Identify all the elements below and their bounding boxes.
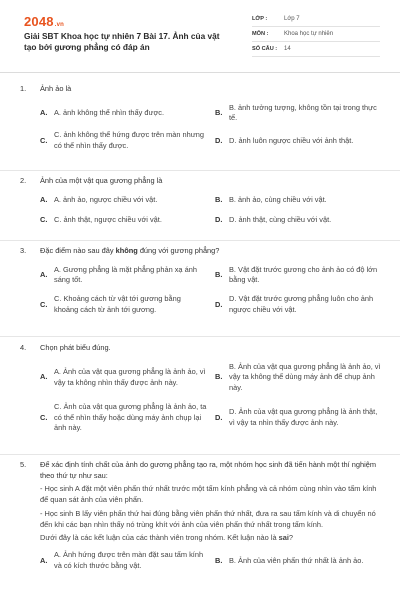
option-a[interactable] [40, 362, 207, 394]
option-text: A. Ảnh của vật qua gương phẳng là ảnh ảo, vì vậy ta không nhìn thấy được ảnh này. [54, 367, 206, 387]
option-a[interactable] [40, 103, 207, 124]
option-letter: A. [40, 555, 48, 565]
option-b[interactable] [215, 550, 382, 571]
question-number: 5. [20, 460, 27, 469]
question-text: Đặc điểm nào sau đây không đúng với gương phẳng? [40, 246, 220, 255]
emphasis-word: không [115, 246, 138, 255]
option-text: A. Gương phẳng là mặt phẳng phản xạ ánh sáng tốt. [54, 264, 197, 285]
option-text: B. ảnh ảo, cùng chiều với vật. [229, 194, 327, 204]
meta-value: Khoa học tự nhiên [284, 30, 334, 37]
question-stem [20, 460, 382, 481]
option-letter: A. [40, 194, 48, 204]
option-letter: D. [215, 215, 223, 225]
divider [0, 336, 400, 337]
meta-row-grade [252, 12, 380, 27]
option-letter: C. [40, 135, 48, 145]
options [40, 195, 382, 226]
option-d[interactable] [215, 215, 382, 226]
logo-suffix: .vn [54, 22, 65, 28]
option-letter: C. [40, 412, 48, 422]
option-b[interactable] [215, 103, 382, 124]
divider [0, 454, 400, 455]
option-b[interactable] [215, 265, 382, 286]
option-text: B. Vật đặt trước gương cho ảnh ảo có độ lớn bằng vật. [229, 264, 378, 285]
option-text: C. ảnh thật, ngược chiều với vật. [54, 215, 162, 225]
option-text: B. ảnh tưởng tượng, không tồn tại trong thực tế. [229, 102, 377, 123]
page-header [0, 0, 400, 73]
question-5 [20, 460, 382, 572]
options [40, 103, 382, 152]
option-text: C. Ảnh của vật qua gương phẳng là ảnh ảo, ta có thể nhìn thấy hoặc dùng máy ảnh chụp lại ảnh này. [54, 401, 207, 433]
option-text: D. ảnh luôn ngược chiều với ảnh thật. [229, 135, 354, 145]
emphasis-word: sai [278, 533, 289, 543]
question-paragraph: - Học sinh A đặt một viên phấn thứ nhất trước một tấm kính phẳng và cả nhóm cùng nhìn vào tấm kính để quan sát ảnh của viên phấn. [40, 484, 377, 505]
meta-key: MÔN : [252, 30, 269, 37]
option-letter: B. [215, 270, 223, 280]
question-text: Ảnh ảo là [40, 84, 72, 93]
option-letter: A. [40, 372, 48, 382]
option-c[interactable] [40, 402, 207, 434]
page-title: Giải SBT Khoa học tự nhiên 7 Bài 17. Ảnh của vật tạo bởi gương phẳng có đáp án [24, 31, 220, 53]
option-letter: D. [215, 135, 223, 145]
option-d[interactable] [215, 402, 382, 434]
meta-value: 14 [284, 45, 291, 52]
option-letter: B. [215, 555, 223, 565]
meta-table [252, 12, 380, 57]
option-d[interactable] [215, 294, 382, 315]
option-text: D. ảnh thật, cùng chiều với vật. [229, 215, 332, 225]
options [40, 550, 382, 571]
question-stem [20, 246, 382, 257]
option-letter: B. [215, 194, 223, 204]
question-stem [20, 343, 382, 354]
option-text: A. ảnh không thể nhìn thấy được. [54, 108, 165, 118]
question-paragraph: - Học sinh B lấy viên phấn thứ hai đúng bằng viên phấn thứ nhất, đưa ra sau tấm kính và di chuyển nó đến khi các bạn nhìn thấy nó trùng khít với ảnh của viên phấn thứ nhất trong tấm kính. [40, 508, 376, 529]
option-text: C. ảnh không thể hứng được trên màn nhưng có thể nhìn thấy được. [54, 130, 204, 150]
option-c[interactable] [40, 294, 207, 315]
option-text: B. Ảnh của viên phấn thứ nhất là ảnh ảo. [229, 555, 364, 565]
option-b[interactable] [215, 195, 382, 206]
divider [0, 240, 400, 241]
meta-key: LỚP : [252, 15, 268, 22]
options [40, 362, 382, 434]
option-letter: C. [40, 215, 48, 225]
question-text: Ảnh của một vật qua gương phẳng là [40, 176, 163, 185]
option-text: D. Ảnh của vật qua gương phẳng là ảnh thật, vì vậy ta nhìn thấy được ảnh này. [229, 407, 378, 428]
option-a[interactable] [40, 550, 207, 571]
question-4 [20, 343, 382, 434]
divider [0, 170, 400, 171]
meta-key: SỐ CÂU : [252, 45, 278, 52]
question-stem [20, 84, 382, 95]
question-stem [20, 176, 382, 187]
question-text: Chọn phát biểu đúng. [40, 343, 111, 352]
option-text: A. ảnh ảo, ngược chiều với vật. [54, 194, 158, 204]
option-letter: C. [40, 299, 48, 309]
option-letter: B. [215, 108, 223, 118]
option-letter: A. [40, 270, 48, 280]
meta-row-count [252, 42, 380, 57]
option-a[interactable] [40, 195, 207, 206]
option-a[interactable] [40, 265, 207, 286]
options [40, 265, 382, 316]
option-d[interactable] [215, 130, 382, 151]
question-number: 2. [20, 176, 27, 185]
option-c[interactable] [40, 215, 207, 226]
option-letter: D. [215, 299, 223, 309]
question-1 [20, 84, 382, 152]
question-text: Để xác định tính chất của ảnh do gương phẳng tạo ra, một nhóm học sinh đã tiến hành một thí nghiệm theo thứ tự như sau: [40, 460, 377, 480]
site-logo[interactable]: 2048.vn [24, 14, 65, 29]
option-text: D. Vật đặt trước gương phẳng luôn cho ảnh ngược chiều với vật. [229, 294, 374, 314]
question-number: 4. [20, 343, 27, 352]
option-letter: B. [215, 372, 223, 382]
question-2 [20, 176, 382, 226]
question-number: 3. [20, 246, 27, 255]
question-number: 1. [20, 84, 27, 93]
meta-value: Lớp 7 [284, 15, 300, 22]
option-c[interactable] [40, 130, 207, 151]
option-text: B. Ảnh của vật qua gương phẳng là ảnh ảo, vì vậy ta không thể dùng máy ảnh để chụp ảnh này. [229, 361, 381, 393]
question-prompt: Dưới đây là các kết luận của các thành viên trong nhóm. Kết luận nào là sai? [40, 533, 294, 543]
option-b[interactable] [215, 362, 382, 394]
question-3 [20, 246, 382, 316]
meta-row-subject [252, 27, 380, 42]
option-letter: A. [40, 108, 48, 118]
option-text: C. Khoảng cách từ vật tới gương bằng khoảng cách từ ảnh tới gương. [54, 294, 181, 314]
option-letter: D. [215, 412, 223, 422]
option-text: A. Ảnh hứng được trên màn đặt sau tấm kính và có kích thước bằng vật. [54, 550, 204, 570]
